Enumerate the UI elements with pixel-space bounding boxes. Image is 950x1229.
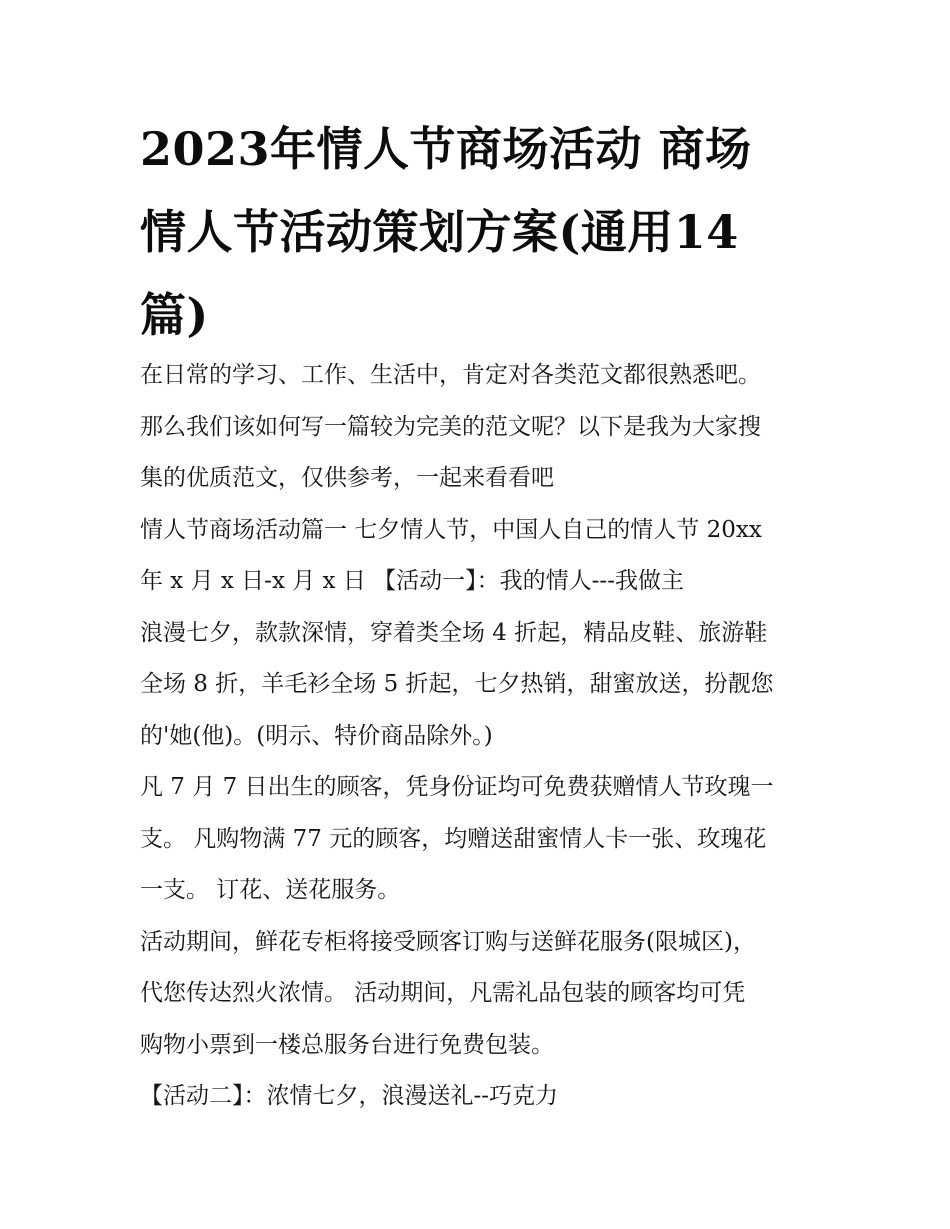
text-line: 购物小票到一楼总服务台进行免费包装。 [140,1031,554,1058]
title-line: 篇) [140,288,209,342]
text-line: 情人节商场活动篇一 七夕情人节，中国人自己的情人节 20xx [140,516,762,543]
text-line: 集的优质范文，仅供参考，一起来看看吧 [140,465,554,491]
text-line: 一支。 订花、送花服务。 [140,877,401,903]
text-line: 【活动二】：浓情七夕，浪漫送礼--巧克力 [140,1083,559,1109]
text-line: 代您传达烈火浓情。 活动期间，凡需礼品包装的顾客均可凭 [140,980,746,1006]
gift-paragraph [140,762,840,917]
text-line: 活动期间，鲜花专柜将接受顾客订购与送鲜花服务(限城区)， [140,928,756,955]
section-heading-paragraph [140,505,840,608]
text-line: 凡 7 月 7 日出生的顾客，凭身份证均可免费获赠情人节玫瑰一 [140,774,774,800]
document-title [140,108,820,357]
service-paragraph [140,917,840,1072]
text-line: 浪漫七夕，款款深情，穿着类全场 4 折起，精品皮鞋、旅游鞋 [140,619,768,646]
text-line: 的'她(他)。(明示、特价商品除外。) [140,722,493,749]
intro-paragraph [140,350,840,505]
text-line: 那么我们该如何写一篇较为完美的范文呢？以下是我为大家搜 [140,413,761,440]
text-line: 年 x 月 x 日-x 月 x 日 【活动一】：我的情人---我做主 [140,568,684,594]
title-line: 2023年情人节商场活动 商场 [140,122,752,176]
promotion-paragraph [140,608,840,763]
text-line: 全场 8 折，羊毛衫全场 5 折起，七夕热销，甜蜜放送，扮靓您 [140,671,774,697]
text-line: 在日常的学习、工作、生活中，肯定对各类范文都很熟悉吧。 [140,362,761,388]
document-body [140,350,840,1123]
activity-two-paragraph [140,1071,840,1123]
title-line: 情人节活动策划方案(通用14 [140,205,739,259]
text-line: 支。 凡购物满 77 元的顾客，均赠送甜蜜情人卡一张、玫瑰花 [140,825,767,852]
